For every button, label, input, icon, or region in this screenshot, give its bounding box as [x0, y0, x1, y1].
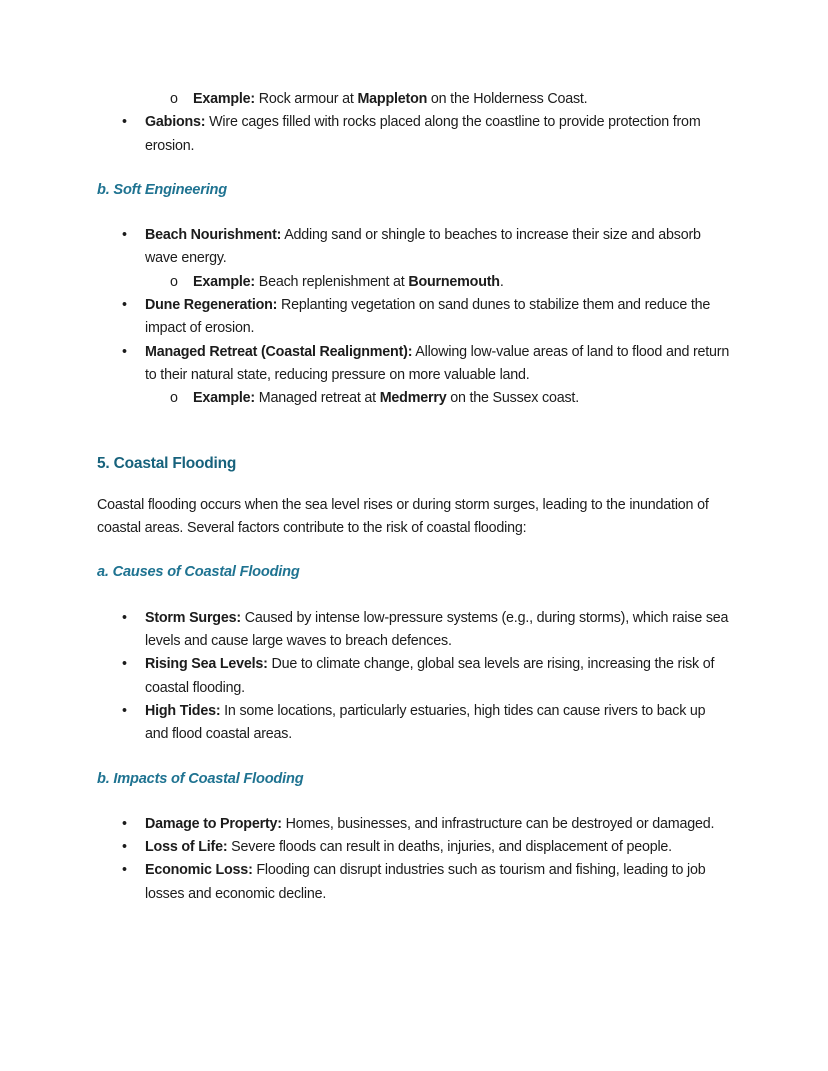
text-run: Homes, businesses, and infrastructure can be destroyed or damaged.: [281, 815, 715, 832]
disc-bullet-marker: •: [122, 227, 127, 244]
text-run: Flooding can disrupt industries such as tourism and fishing, leading to job losses and economic decline.: [145, 862, 706, 902]
bold-run: Rising Sea Levels:: [145, 656, 268, 673]
bold-run: Mappleton: [357, 91, 428, 107]
paragraph: [97, 494, 731, 541]
circle-bullet-marker: o: [170, 273, 178, 290]
list-item: [97, 607, 731, 654]
bold-run: Storm Surges:: [145, 609, 241, 626]
list-item: [97, 836, 731, 859]
disc-bullet-marker: •: [122, 656, 127, 673]
text-run: Due to climate change, global sea levels are rising, increasing the risk of coastal flooding.: [145, 656, 715, 696]
bold-run: Medmerry: [379, 390, 447, 407]
disc-bullet-marker: •: [122, 343, 127, 360]
list-item: [97, 111, 731, 158]
list-item: [97, 88, 731, 111]
section-heading: 5. Coastal Flooding: [97, 454, 237, 472]
bullet-list: [97, 813, 731, 906]
text-run: Severe floods can result in deaths, injuries, and displacement of people.: [227, 839, 672, 856]
bullet-list: [97, 88, 731, 158]
text-run: Managed retreat at: [254, 390, 380, 407]
bold-run: Example:: [193, 273, 255, 290]
text-run: Allowing low-value areas of land to flood and return to their natural state, reducing pressure on more valuable land.: [145, 343, 730, 383]
bold-run: Managed Retreat (Coastal Realignment):: [145, 343, 413, 360]
bold-run: Economic Loss:: [145, 862, 253, 879]
text-run: Beach replenishment at: [254, 273, 409, 290]
disc-bullet-marker: •: [122, 297, 127, 314]
bold-run: High Tides:: [145, 702, 221, 719]
text-run: Caused by intense low-pressure systems (e.g., during storms), which raise sea levels and cause large waves to breach defences.: [145, 609, 729, 650]
subsection-heading: b. Impacts of Coastal Flooding: [97, 770, 304, 787]
bold-run: Dune Regeneration:: [145, 297, 278, 314]
text-run: In some locations, particularly estuaries, high tides can cause rivers to back up and flood coastal areas.: [145, 702, 706, 743]
text-run: Rock armour at: [254, 91, 358, 107]
disc-bullet-marker: •: [122, 815, 127, 832]
bold-run: Bournemouth: [408, 273, 500, 290]
circle-bullet-marker: o: [170, 390, 178, 407]
disc-bullet-marker: •: [122, 114, 127, 131]
bold-run: Gabions:: [145, 114, 206, 131]
list-item: [97, 859, 731, 906]
text-run: on the Sussex coast.: [446, 390, 579, 407]
bullet-list: [97, 224, 731, 410]
list-item: [97, 341, 731, 388]
bold-run: Example:: [193, 91, 255, 107]
text-run: Replanting vegetation on sand dunes to stabilize them and reduce the impact of erosion.: [145, 297, 711, 337]
disc-bullet-marker: •: [122, 862, 127, 879]
text-run: Coastal flooding occurs when the sea level rises or during storm surges, leading to the inundation of coastal areas. Several factors contribute to the risk of coastal flooding:: [97, 496, 709, 537]
list-item: [97, 387, 731, 410]
text-run: Adding sand or shingle to beaches to increase their size and absorb wave energy.: [145, 227, 701, 267]
text-run: on the Holderness Coast.: [427, 91, 588, 107]
bold-run: Damage to Property:: [145, 815, 282, 832]
list-item: [97, 294, 731, 341]
bullet-list: [97, 607, 731, 747]
text-run: .: [499, 273, 504, 290]
disc-bullet-marker: •: [122, 839, 127, 856]
subsection-heading: a. Causes of Coastal Flooding: [97, 564, 300, 581]
bold-run: Loss of Life:: [145, 839, 228, 856]
list-item: [97, 271, 731, 294]
circle-bullet-marker: o: [170, 91, 178, 107]
text-run: Wire cages filled with rocks placed along the coastline to provide protection from erosion.: [145, 114, 701, 154]
list-item: [97, 700, 731, 747]
disc-bullet-marker: •: [122, 609, 127, 626]
bold-run: Example:: [193, 390, 255, 407]
disc-bullet-marker: •: [122, 702, 127, 719]
subsection-heading: b. Soft Engineering: [97, 181, 227, 198]
bold-run: Beach Nourishment:: [145, 227, 282, 244]
list-item: [97, 653, 731, 700]
list-item: [97, 224, 731, 271]
list-item: [97, 813, 731, 836]
